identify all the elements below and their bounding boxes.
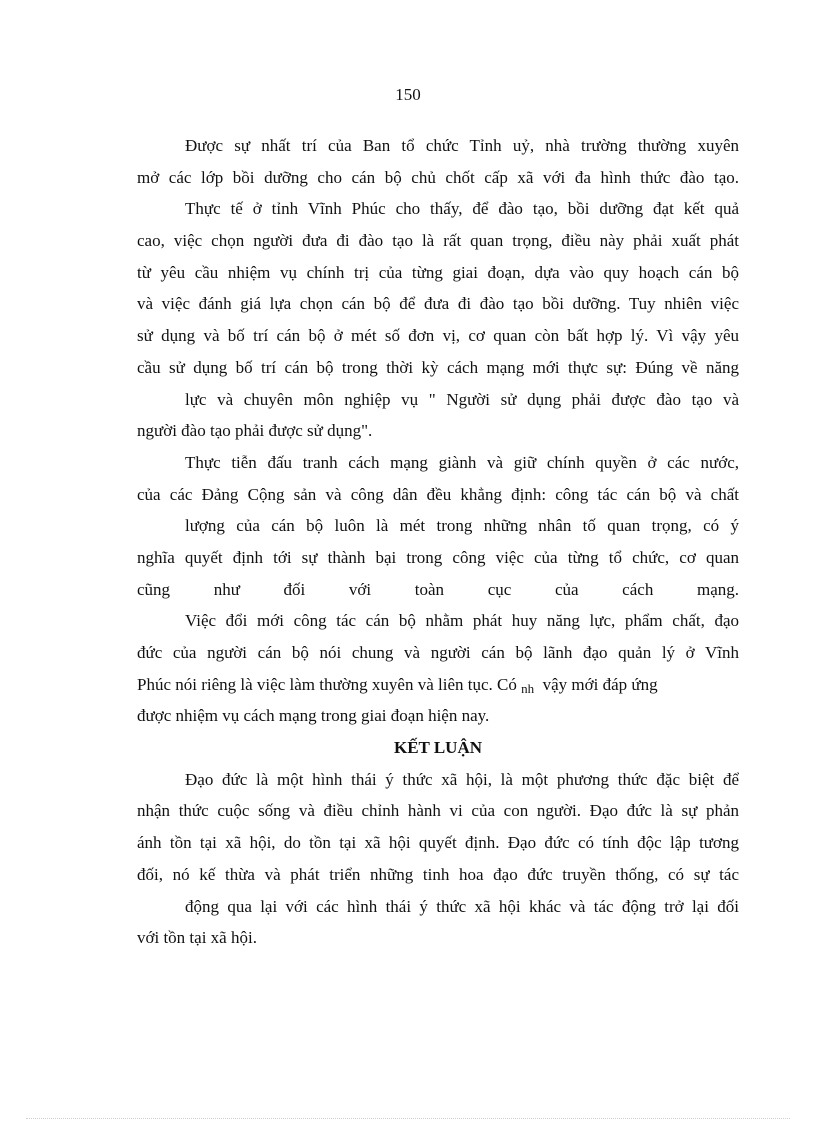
text-line: Thực tiễn đấu tranh cách mạng giành và giữ chính quyền ở các nước, [185, 452, 739, 472]
text-line: mở các lớp bồi dưỡng cho cán bộ chủ chốt cấp xã với đa hình thức đào tạo. [137, 167, 739, 187]
body-text [137, 130, 739, 954]
text-line: cao, việc chọn người đưa đi đào tạo là rất quan trọng, điều này phải xuất phát [137, 231, 739, 251]
text-line: với tồn tại xã hội. [137, 928, 257, 948]
text-line: Thực tế ở tỉnh Vĩnh Phúc cho thấy, để đào tạo, bồi dưỡng đạt kết quả [185, 199, 739, 219]
text-line: và việc đánh giá lựa chọn cán bộ để đưa đi đào tạo bồi dưỡng. Tuy nhiên việc [137, 294, 739, 314]
section-heading: KẾT LUẬN [393, 738, 482, 758]
text-segment: Phúc nói riêng là việc làm thường xuyên và liên tục. Có [137, 674, 517, 694]
text-line: được nhiệm vụ cách mạng trong giai đoạn hiện nay. [137, 706, 490, 726]
footer-dotted-rule [26, 1118, 790, 1119]
text-line: đối, nó kế thừa và phát triển những tinh hoa đạo đức truyền thống, có sự tác [137, 864, 739, 884]
text-segment: vậy mới đáp ứng [542, 674, 658, 694]
page-number: 150 [395, 85, 421, 104]
text-line-with-fragment [137, 669, 739, 701]
text-line: Việc đổi mới công tác cán bộ nhằm phát huy năng lực, phẩm chất, đạo [185, 611, 739, 631]
text-line: lực và chuyên môn nghiệp vụ " Người sử dụng phải được đào tạo và [185, 389, 739, 409]
text-line: Đạo đức là một hình thái ý thức xã hội, là một phương thức đặc biệt để [185, 769, 739, 789]
text-line: lượng của cán bộ luôn là mét trong những nhân tố quan trọng, có ý [185, 516, 739, 536]
text-line: cũng như đối với toàn cục của cách mạng. [137, 579, 739, 599]
text-line: sử dụng và bố trí cán bộ ở mét số đơn vị, cơ quan còn bất hợp lý. Vì vậy yêu [137, 326, 739, 346]
text-line: Được sự nhất trí của Ban tổ chức Tỉnh uỷ, nhà trường thường xuyên [185, 136, 739, 155]
text-line: của các Đảng Cộng sản và công dân đều khẳng định: công tác cán bộ và chất [137, 484, 739, 504]
text-line: cầu sử dụng bố trí cán bộ trong thời kỳ cách mạng mới thực sự: Đúng về năng [137, 357, 739, 377]
text-line: nghĩa quyết định tới sự thành bại trong công việc của từng tổ chức, cơ quan [137, 547, 739, 567]
subscript-fragment: nh [521, 680, 535, 696]
text-line: ánh tồn tại xã hội, do tồn tại xã hội quyết định. Đạo đức có tính độc lập tương [137, 833, 739, 853]
text-line: nhận thức cuộc sống và điều chỉnh hành vi của con người. Đạo đức là sự phản [137, 801, 739, 821]
text-line: từ yêu cầu nhiệm vụ chính trị của từng giai đoạn, dựa vào quy hoạch cán bộ [137, 262, 739, 282]
text-line: đức của người cán bộ nói chung và người cán bộ lãnh đạo quản lý ở Vĩnh [137, 643, 739, 662]
text-line: động qua lại với các hình thái ý thức xã hội khác và tác động trở lại đối [185, 896, 739, 916]
text-line: người đào tạo phải được sử dụng". [137, 421, 373, 441]
